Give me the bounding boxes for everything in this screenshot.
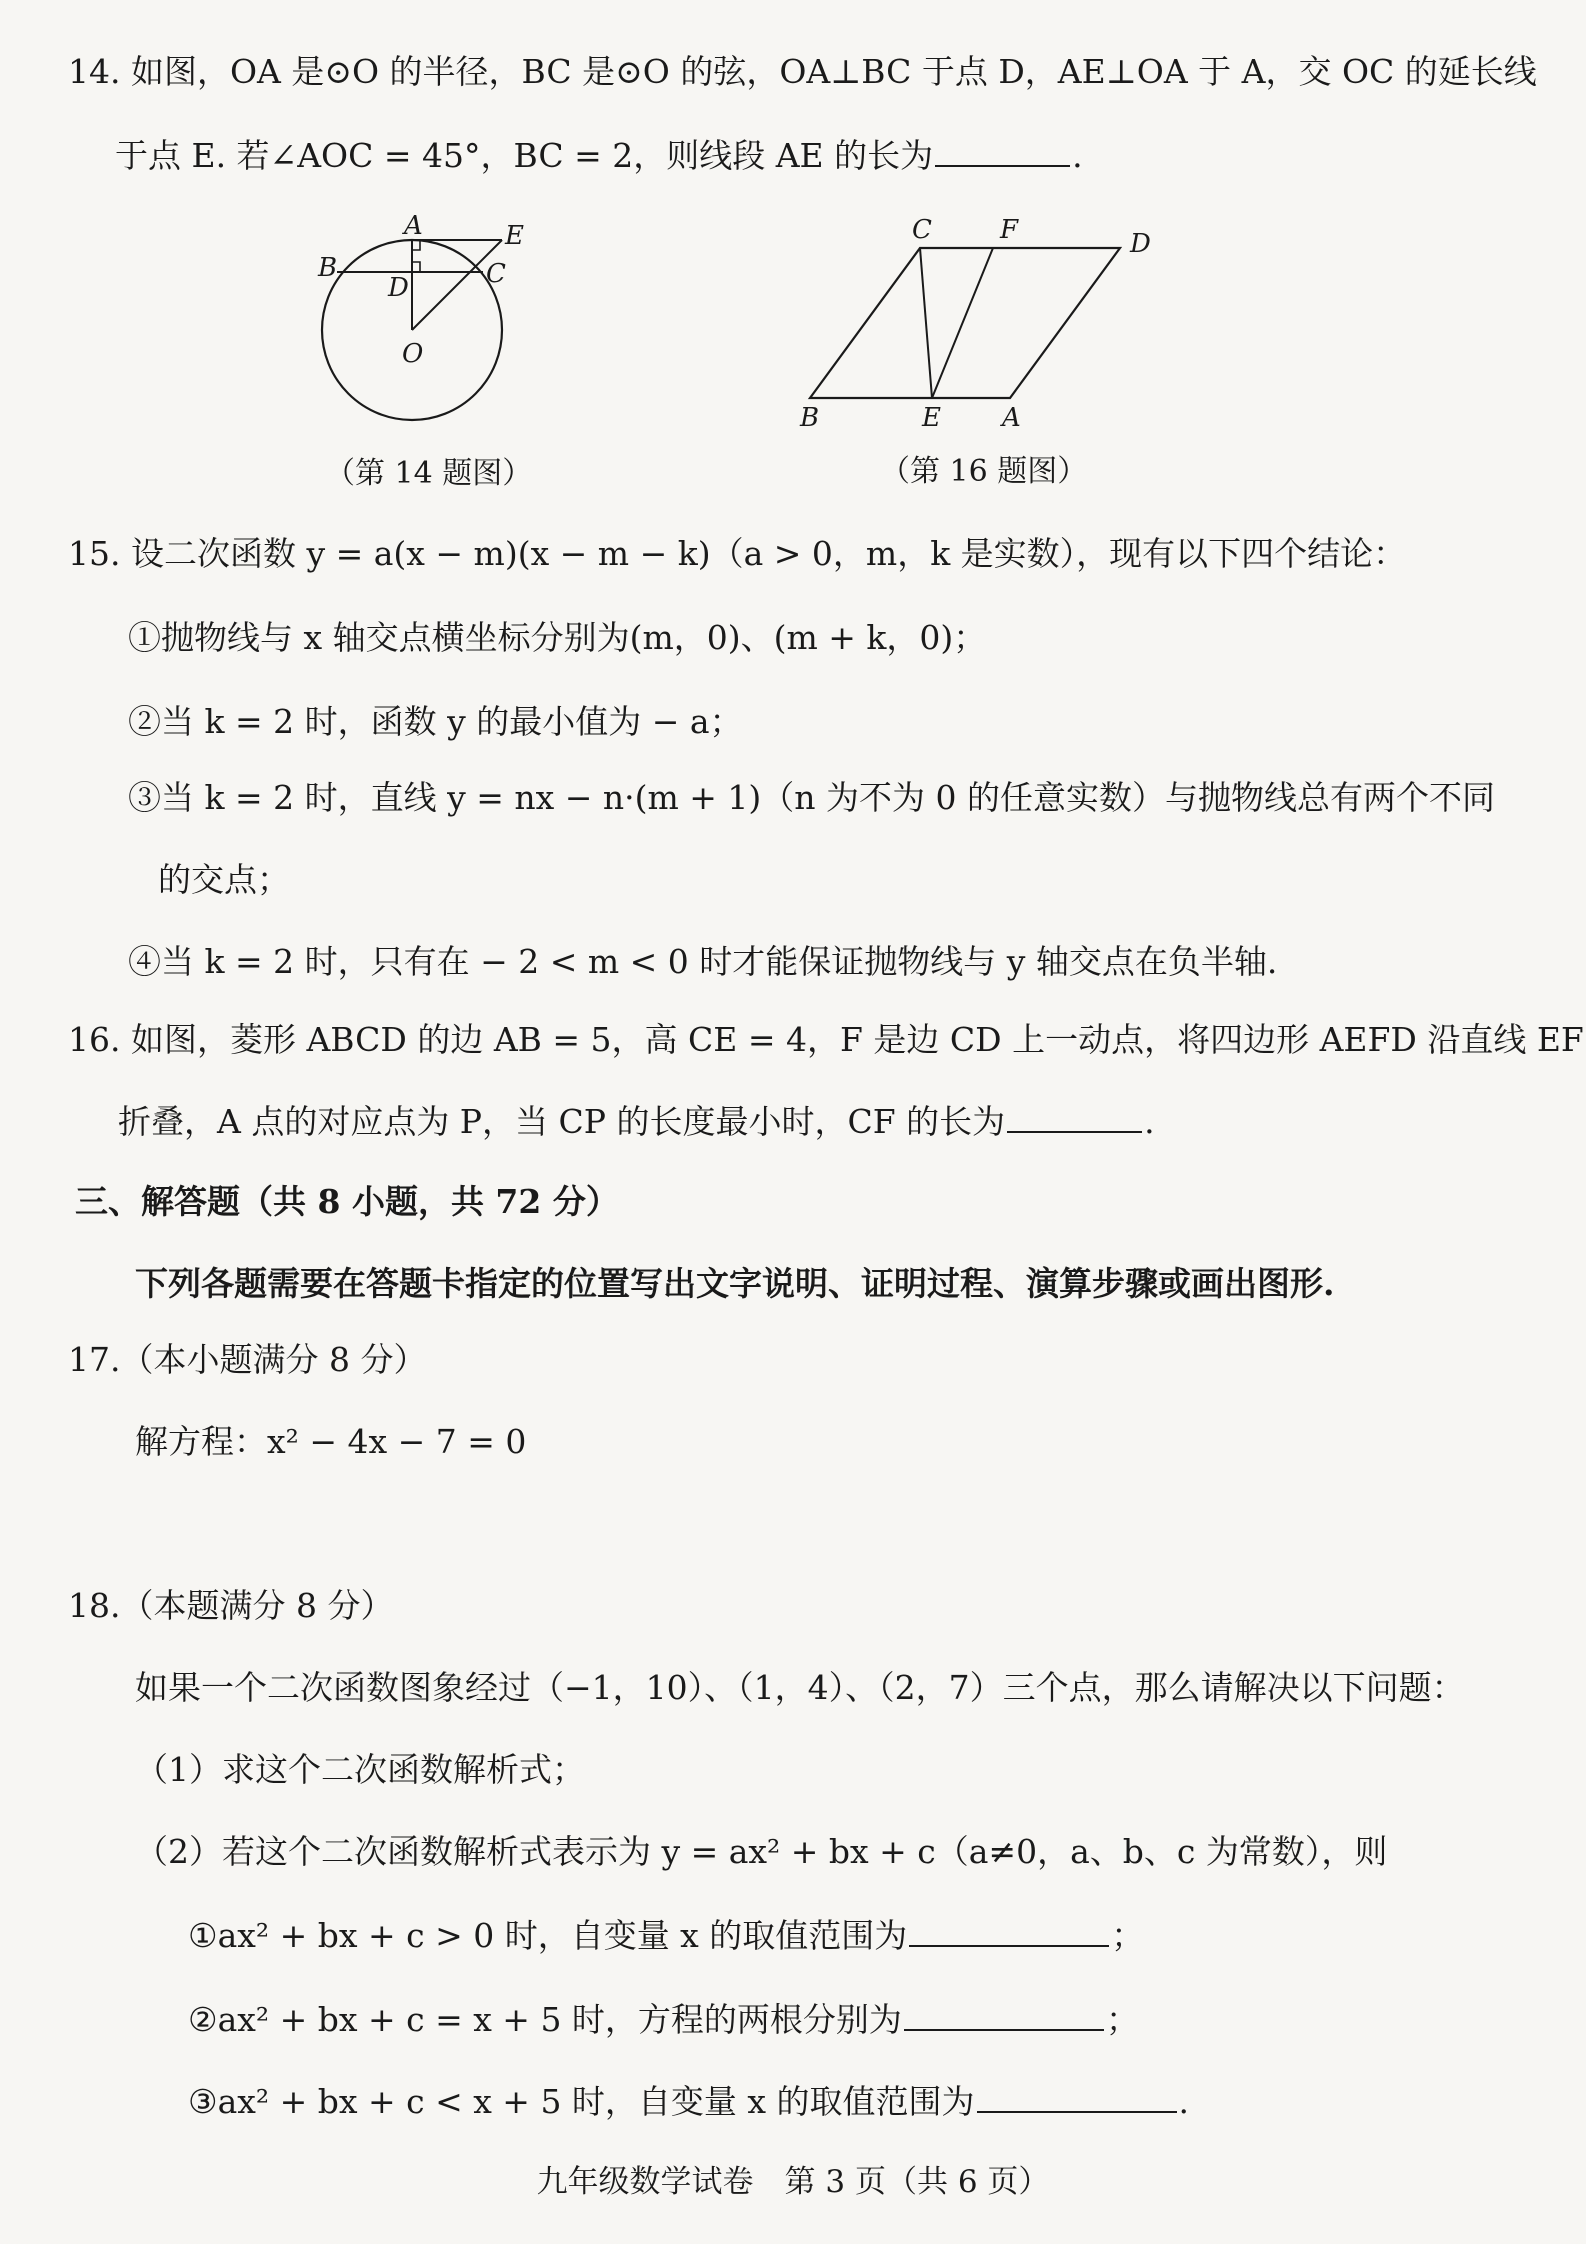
fig16-rhombus	[810, 248, 1120, 398]
fig16-label-b: B	[800, 403, 820, 433]
fig14-label-o: O	[402, 339, 424, 369]
fig16-caption: （第 16 题图）	[880, 454, 1088, 489]
q18-sub3-text: ③ax² + bx + c < x + 5 时，自变量 x 的取值范围为	[188, 2082, 975, 2121]
q16-line2	[118, 1100, 1155, 1144]
fig14-label-d: D	[388, 273, 409, 303]
q14-answer-blank[interactable]	[935, 135, 1070, 167]
q18-part1: （1）求这个二次函数解析式；	[135, 1750, 585, 1789]
q18-sub3	[188, 2080, 1189, 2124]
q14-line2-end: .	[1072, 136, 1083, 175]
fig14-label-b: B	[318, 253, 338, 283]
fig14-label-a: A	[404, 211, 423, 241]
q17-body: 解方程：x² − 4x − 7 = 0	[135, 1422, 527, 1461]
fig16-line-ef	[932, 248, 993, 398]
q18-part2: （2）若这个二次函数解析式表示为 y = ax² + bx + c（a≠0，a、b、c 为常数），则	[135, 1832, 1388, 1871]
fig16-label-e: E	[922, 403, 941, 433]
q15-conclusion-4: ④当 k = 2 时，只有在 − 2 < m < 0 时才能保证抛物线与 y 轴交点在负半轴.	[128, 942, 1278, 981]
fig16-label-d: D	[1130, 229, 1151, 259]
fig14-right-angle-d	[412, 262, 420, 272]
section3-instruction: 下列各题需要在答题卡指定的位置写出文字说明、证明过程、演算步骤或画出图形.	[135, 1264, 1335, 1303]
q18-sub3-blank[interactable]	[977, 2081, 1177, 2113]
q18-sub1-text: ①ax² + bx + c > 0 时，自变量 x 的取值范围为	[188, 1916, 908, 1955]
q16-line2-end: .	[1144, 1102, 1155, 1141]
figure-14	[300, 210, 540, 450]
q18-sub1-end: ；	[1111, 1916, 1145, 1955]
fig16-label-f: F	[1000, 218, 1019, 245]
section3-title: 三、解答题（共 8 小题，共 72 分）	[75, 1182, 619, 1221]
q18-sub2-text: ②ax² + bx + c = x + 5 时，方程的两根分别为	[188, 2000, 902, 2039]
q18-sub2	[188, 1998, 1139, 2042]
q18-sub1	[188, 1914, 1144, 1958]
fig14-caption: （第 14 题图）	[325, 456, 533, 491]
fig14-label-e: E	[505, 221, 524, 251]
page-footer: 九年级数学试卷 第 3 页（共 6 页）	[536, 2164, 1050, 2200]
q15-conclusion-1: ①抛物线与 x 轴交点横坐标分别为(m，0)、(m + k，0)；	[128, 618, 987, 657]
q18-sub2-end: ；	[1105, 2000, 1139, 2039]
q15-conclusion-3b: 的交点；	[158, 860, 290, 899]
figure-16	[790, 218, 1170, 438]
q18-stem: 如果一个二次函数图象经过（−1，10）、（1，4）、（2，7）三个点，那么请解决以下问题：	[135, 1668, 1465, 1707]
q18-sub2-blank[interactable]	[904, 1999, 1104, 2031]
q16-answer-blank[interactable]	[1007, 1101, 1142, 1133]
fig14-label-c: C	[486, 259, 506, 289]
q17-title: 17.（本小题满分 8 分）	[68, 1340, 427, 1379]
q14-line1: 14. 如图，OA 是⊙O 的半径，BC 是⊙O 的弦，OA⊥BC 于点 D，AE⊥OA 于 A，交 OC 的延长线	[68, 52, 1537, 91]
fig16-label-c: C	[912, 218, 932, 245]
fig16-label-a: A	[1002, 403, 1021, 433]
q14-line2	[115, 134, 1083, 178]
q16-line2-text: 折叠，A 点的对应点为 P，当 CP 的长度最小时，CF 的长为	[118, 1102, 1006, 1141]
q15-stem: 15. 设二次函数 y = a(x − m)(x − m − k)（a > 0，m，k 是实数），现有以下四个结论：	[68, 534, 1407, 573]
q14-line2-text: 于点 E. 若∠AOC = 45°，BC = 2，则线段 AE 的长为	[115, 136, 934, 175]
q16-line1: 16. 如图，菱形 ABCD 的边 AB = 5，高 CE = 4，F 是边 CD 上一动点，将四边形 AEFD 沿直线 EF	[68, 1020, 1584, 1059]
q15-conclusion-2: ②当 k = 2 时，函数 y 的最小值为 − a；	[128, 702, 743, 741]
q18-title: 18.（本题满分 8 分）	[68, 1586, 394, 1625]
fig14-right-angle-a	[412, 240, 420, 250]
q15-conclusion-3a: ③当 k = 2 时，直线 y = nx − n·(m + 1)（n 为不为 0 的任意实数）与抛物线总有两个不同	[128, 778, 1495, 817]
q18-sub3-end: .	[1178, 2082, 1190, 2121]
q18-sub1-blank[interactable]	[909, 1915, 1109, 1947]
fig16-height-ce	[920, 248, 932, 398]
